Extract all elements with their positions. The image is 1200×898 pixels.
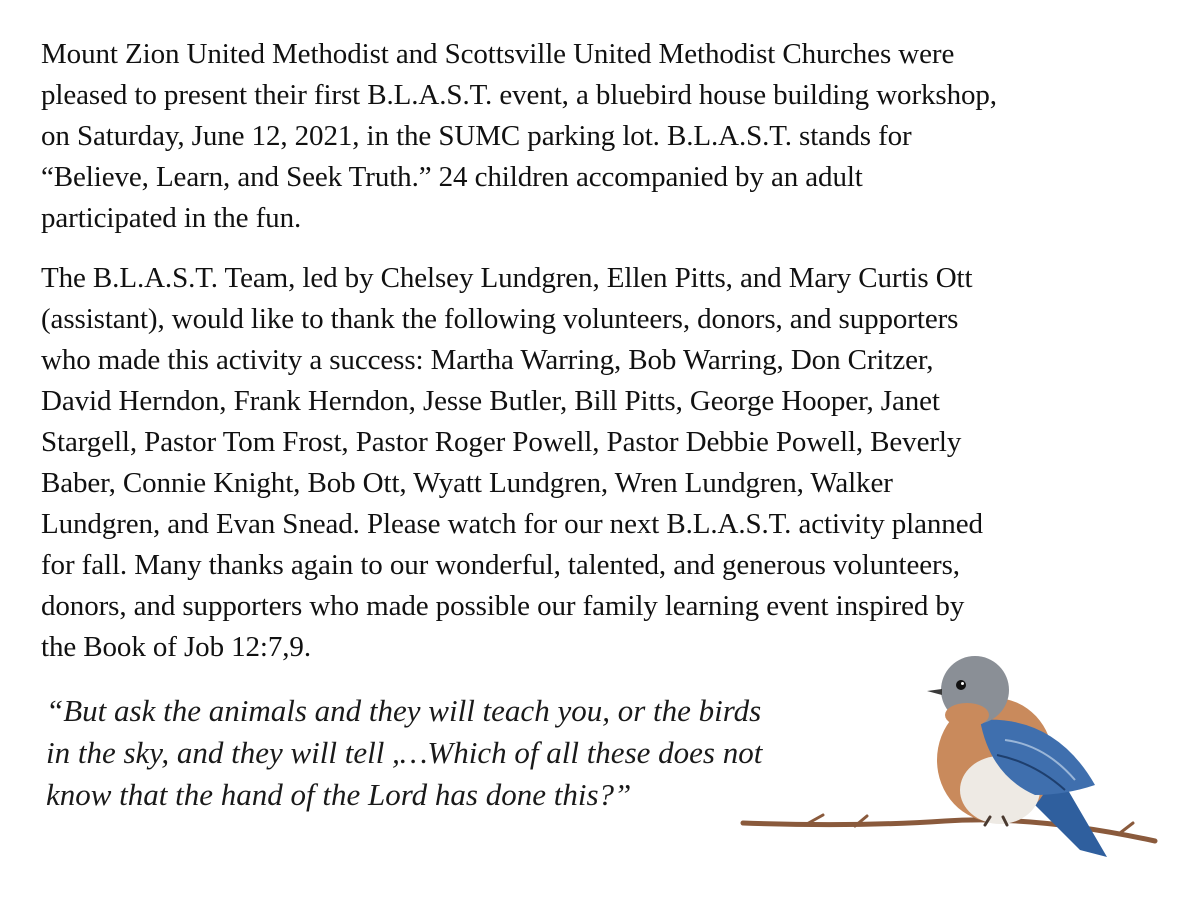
intro-paragraph: Mount Zion United Methodist and Scottsville United Methodist Churches were pleased to present their first B.L.A.S.T. event, a bluebird house building workshop, on Saturday, June 12, 2021, in the SUMC parking lot. B.L.A.S.T. stands for “Believe, Learn, and Seek Truth.” 24 children accompanied by an adult participated in the fun. — [41, 38, 997, 234]
bluebird-on-branch-icon — [735, 645, 1165, 875]
scripture-quote: “But ask the animals and they will teach you, or the birds in the sky, and they will tell ,…Which of all these does not know that the hand of the Lord has done this?” — [46, 693, 763, 812]
thanks-paragraph: The B.L.A.S.T. Team, led by Chelsey Lundgren, Ellen Pitts, and Mary Curtis Ott (assistant), would like to thank the following volunteers, donors, and supporters who made this activity a success: Martha Warring, Bob Warring, Don Critzer, David Herndon, Frank Herndon, Jesse Butler, Bill Pitts, George Hooper, Janet Stargell, Pastor Tom Frost, Pastor Roger Powell, Pastor Debbie Powell, Beverly Baber, Connie Knight, Bob Ott, Wyatt Lundgren, Wren Lundgren, Walker Lundgren, and Evan Snead. Please watch for our next B.L.A.S.T. activity planned for fall. Many thanks again to our wonderful, talented, and generous volunteers, donors, and supporters who made possible our family learning event inspired by the Book of Job 12:7,9. — [41, 262, 983, 663]
